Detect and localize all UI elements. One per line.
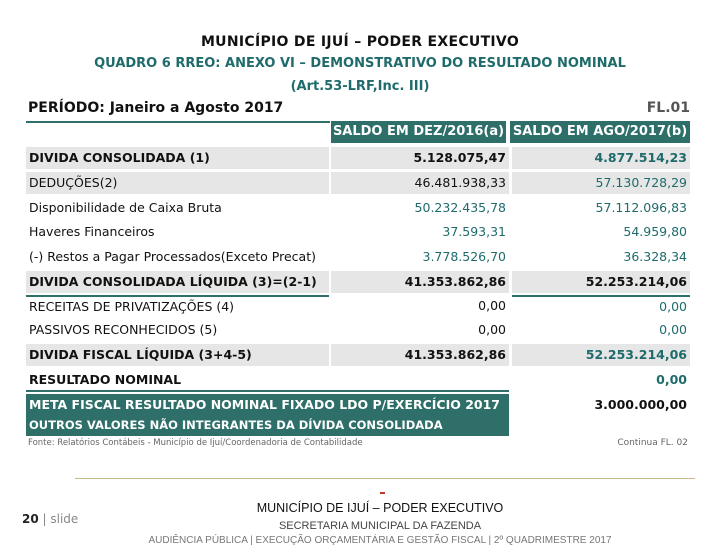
row-value-a: 50.232.435,78 (414, 200, 506, 215)
row-label: (-) Restos a Pagar Processados(Exceto Precat) (29, 249, 316, 264)
row-value-a: 41.353.862,86 (331, 344, 509, 366)
footer-divider (75, 478, 695, 479)
row-value-a: 37.593,31 (442, 224, 506, 239)
row-value-b: 52.253.214,06 (512, 271, 690, 293)
continued-note: Continua FL. 02 (617, 438, 688, 448)
row-value-a: 0,00 (478, 298, 506, 313)
row-label: RECEITAS DE PRIVATIZAÇÕES (4) (26, 295, 329, 315)
footer-marker (380, 492, 385, 494)
row-value-b: 57.130.728,29 (512, 172, 690, 194)
row-label: DIVIDA CONSOLIDADA (1) (26, 147, 329, 169)
row-value-b: 36.328,34 (623, 249, 687, 264)
table-row (26, 246, 690, 268)
table-row (26, 147, 690, 169)
meta-fiscal-row (26, 394, 690, 416)
table-row (26, 221, 690, 243)
table-row (26, 369, 690, 391)
table-row (26, 295, 690, 317)
footer-secretaria: SECRETARIA MUNICIPAL DA FAZENDA (278, 520, 482, 532)
table-row (26, 344, 690, 366)
row-value-a: 5.128.075,47 (331, 147, 509, 169)
row-label: DIVIDA CONSOLIDADA LÍQUIDA (3)=(2-1) (26, 271, 329, 293)
row-value-a: 41.353.862,86 (331, 271, 509, 293)
table-row (26, 197, 690, 219)
row-label: Disponibilidade de Caixa Bruta (29, 200, 222, 215)
row-label: Haveres Financeiros (29, 224, 155, 239)
row-value-b: 57.112.096,83 (595, 200, 687, 215)
row-value-a: 3.778.526,70 (422, 249, 506, 264)
row-value-b: 0,00 (656, 372, 687, 387)
row-value-b: 0,00 (512, 295, 690, 315)
document-subtitle-article: (Art.53-LRF,Inc. III) (290, 79, 430, 94)
period-label: PERÍODO: Janeiro a Agosto 2017 (28, 100, 284, 116)
document-title: MUNICÍPIO DE IJUÍ – PODER EXECUTIVO (200, 34, 520, 50)
table-row (26, 172, 690, 194)
row-value-b: 54.959,80 (623, 224, 687, 239)
sheet-number: FL.01 (646, 100, 690, 116)
slide-label: | slide (42, 512, 79, 526)
slide-number (22, 512, 78, 526)
meta-fiscal-label: META FISCAL RESULTADO NOMINAL FIXADO LDO P/EXERCÍCIO 2017 (26, 394, 509, 416)
page-number: 20 (22, 512, 39, 526)
row-label: DIVIDA FISCAL LÍQUIDA (3+4-5) (26, 344, 329, 366)
footer-event: AUDIÊNCIA PÚBLICA | EXECUÇÃO ORÇAMENTÁRIA E GESTÃO FISCAL | 2º QUADRIMESTRE 2017 (148, 535, 612, 546)
row-divider (26, 390, 509, 392)
row-value-b: 0,00 (659, 322, 687, 337)
document-subtitle: QUADRO 6 RREO: ANEXO VI – DEMONSTRATIVO DO RESULTADO NOMINAL (94, 56, 626, 71)
row-value-a: 46.481.938,33 (331, 172, 509, 194)
row-value-a (331, 369, 509, 391)
table-row (26, 319, 690, 341)
row-value-b: 52.253.214,06 (512, 344, 690, 366)
footer-org-name: MUNICÍPIO DE IJUÍ – PODER EXECUTIVO (256, 501, 504, 515)
row-value-a: 0,00 (478, 322, 506, 337)
row-label: PASSIVOS RECONHECIDOS (5) (29, 322, 218, 337)
source-note: Fonte: Relatórios Contábeis - Município de Ijuí/Coordenadoria de Contabilidade (28, 438, 363, 448)
column-header-dec2016: SALDO EM DEZ/2016(a) (331, 121, 506, 143)
row-label: RESULTADO NOMINAL (29, 372, 182, 387)
outros-valores-banner: OUTROS VALORES NÃO INTEGRANTES DA DÍVIDA CONSOLIDADA (26, 416, 509, 436)
row-label: DEDUÇÕES(2) (26, 172, 329, 194)
row-value-b: 4.877.514,23 (512, 147, 690, 169)
table-row (26, 271, 690, 293)
meta-fiscal-value: 3.000.000,00 (594, 397, 687, 412)
column-header-ago2017: SALDO EM AGO/2017(b) (510, 121, 690, 143)
header-divider (26, 121, 330, 123)
